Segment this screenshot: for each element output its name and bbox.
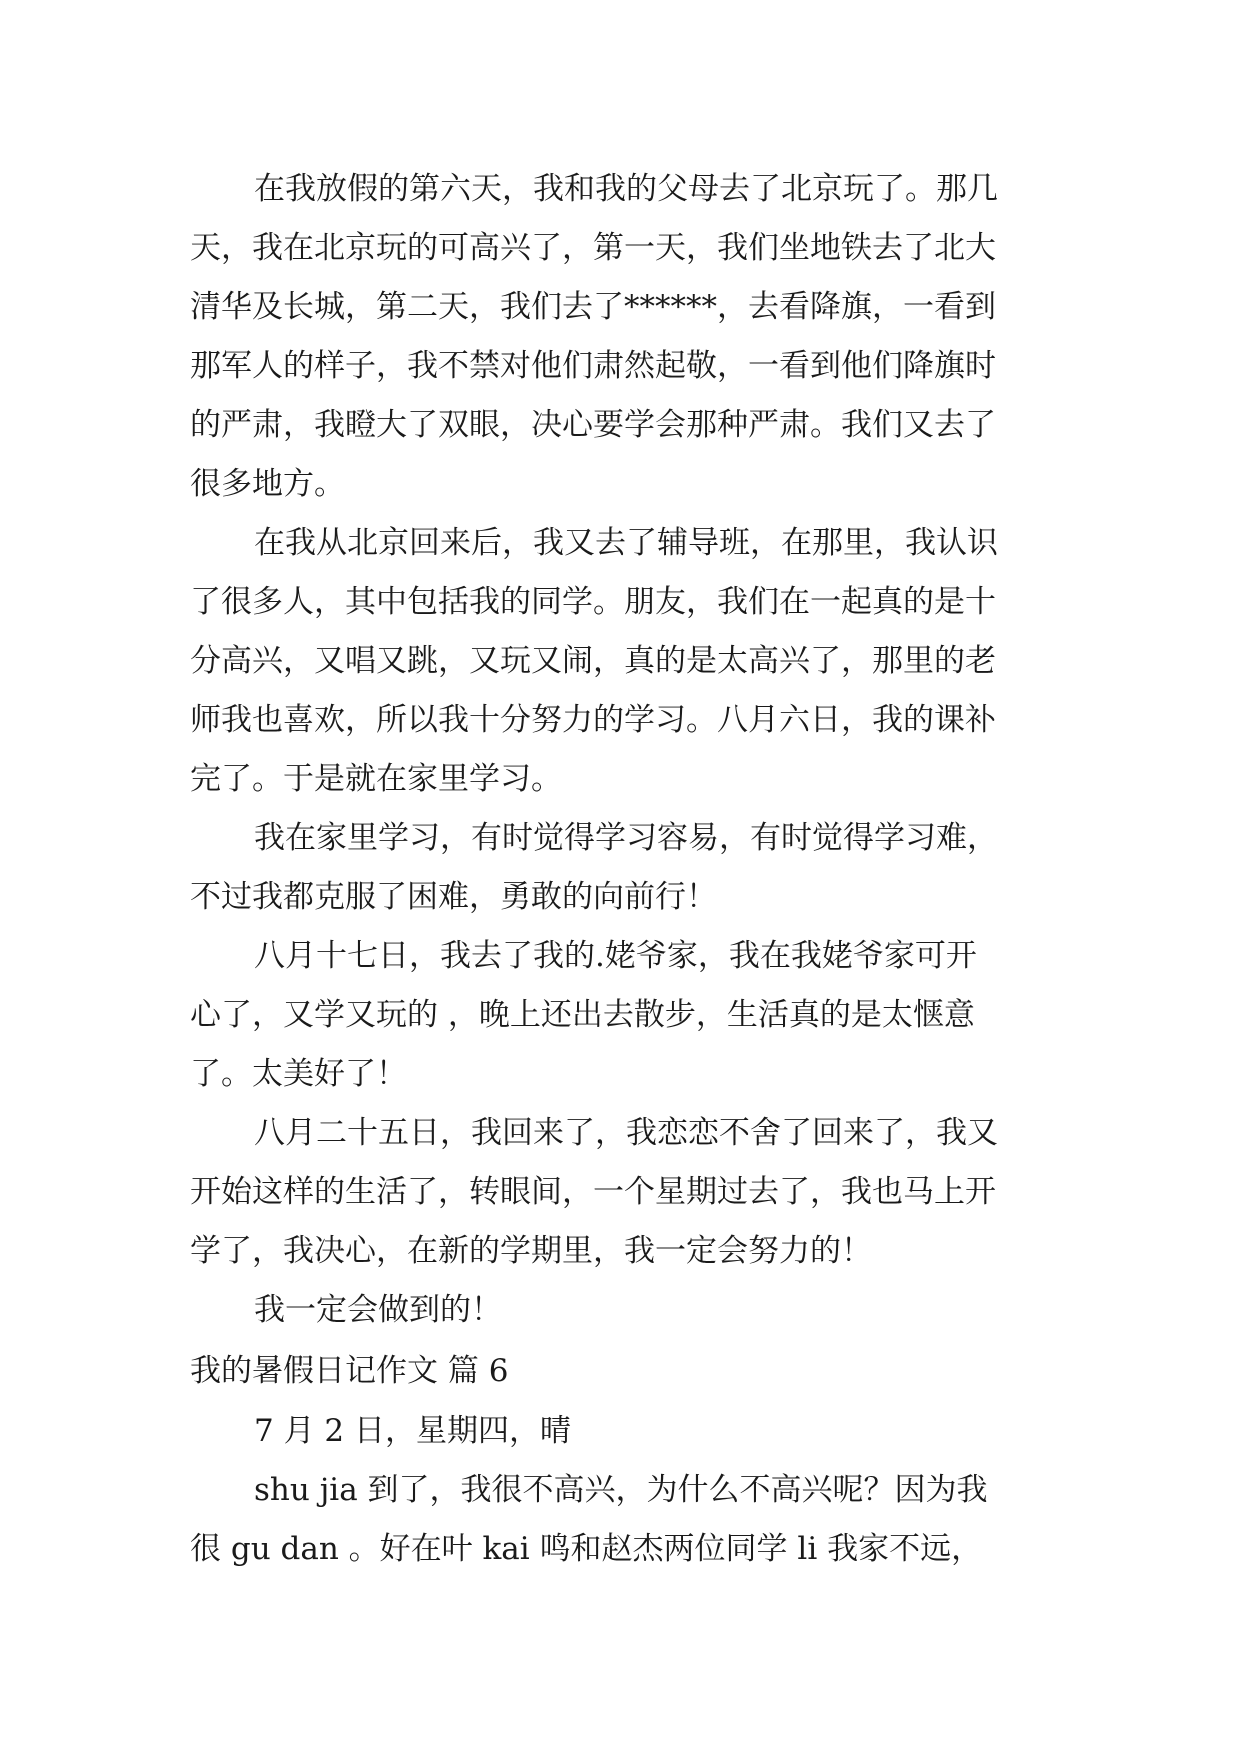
paragraph-line: 分高兴，又唱又跳，又玩又闹，真的是太高兴了，那里的老 [190, 643, 996, 679]
paragraph-line: 我在家里学习，有时觉得学习容易，有时觉得学习难， [254, 820, 998, 856]
paragraph-line: 不过我都克服了困难，勇敢的向前行！ [190, 879, 717, 915]
paragraph-line: 开始这样的生活了，转眼间，一个星期过去了，我也马上开 [190, 1174, 996, 1210]
paragraph-line: 八月二十五日，我回来了，我恋恋不舍了回来了，我又 [254, 1115, 998, 1151]
section-title: 我的暑假日记作文 篇 6 [190, 1353, 509, 1389]
paragraph-line: 很多地方。 [190, 466, 345, 502]
paragraph-line: 在我从北京回来后，我又去了辅导班，在那里，我认识 [254, 525, 998, 561]
paragraph-line: 我一定会做到的！ [254, 1292, 502, 1328]
paragraph-line: 的严肃，我瞪大了双眼，决心要学会那种严肃。我们又去了 [190, 407, 996, 443]
paragraph-line: 了很多人，其中包括我的同学。朋友，我们在一起真的是十 [190, 584, 996, 620]
paragraph-line: 在我放假的第六天，我和我的父母去了北京玩了。那几 [254, 171, 998, 207]
paragraph-line: 那军人的样子，我不禁对他们肃然起敬，一看到他们降旗时 [190, 348, 996, 384]
date-line: 7 月 2 日，星期四，晴 [254, 1413, 572, 1449]
paragraph-line: 很 gu dan 。好在叶 kai 鸣和赵杰两位同学 li 我家不远， [190, 1531, 983, 1567]
paragraph-line: 八月十七日，我去了我的.姥爷家，我在我姥爷家可开 [254, 938, 977, 974]
document-body [190, 160, 1070, 1579]
paragraph-line: 学了，我决心，在新的学期里，我一定会努力的！ [190, 1233, 872, 1269]
paragraph-line: 清华及长城，第二天，我们去了******，去看降旗，一看到 [190, 289, 996, 325]
paragraph-line: 师我也喜欢，所以我十分努力的学习。八月六日，我的课补 [190, 702, 996, 738]
paragraph-line: 天，我在北京玩的可高兴了，第一天，我们坐地铁去了北大 [190, 230, 996, 266]
paragraph-line: shu jia 到了，我很不高兴，为什么不高兴呢？因为我 [254, 1472, 988, 1508]
paragraph-line: 心了，又学又玩的 ，晚上还出去散步，生活真的是太惬意 [190, 997, 975, 1033]
paragraph-line: 完了。于是就在家里学习。 [190, 761, 562, 797]
paragraph-line: 了。太美好了！ [190, 1056, 407, 1092]
